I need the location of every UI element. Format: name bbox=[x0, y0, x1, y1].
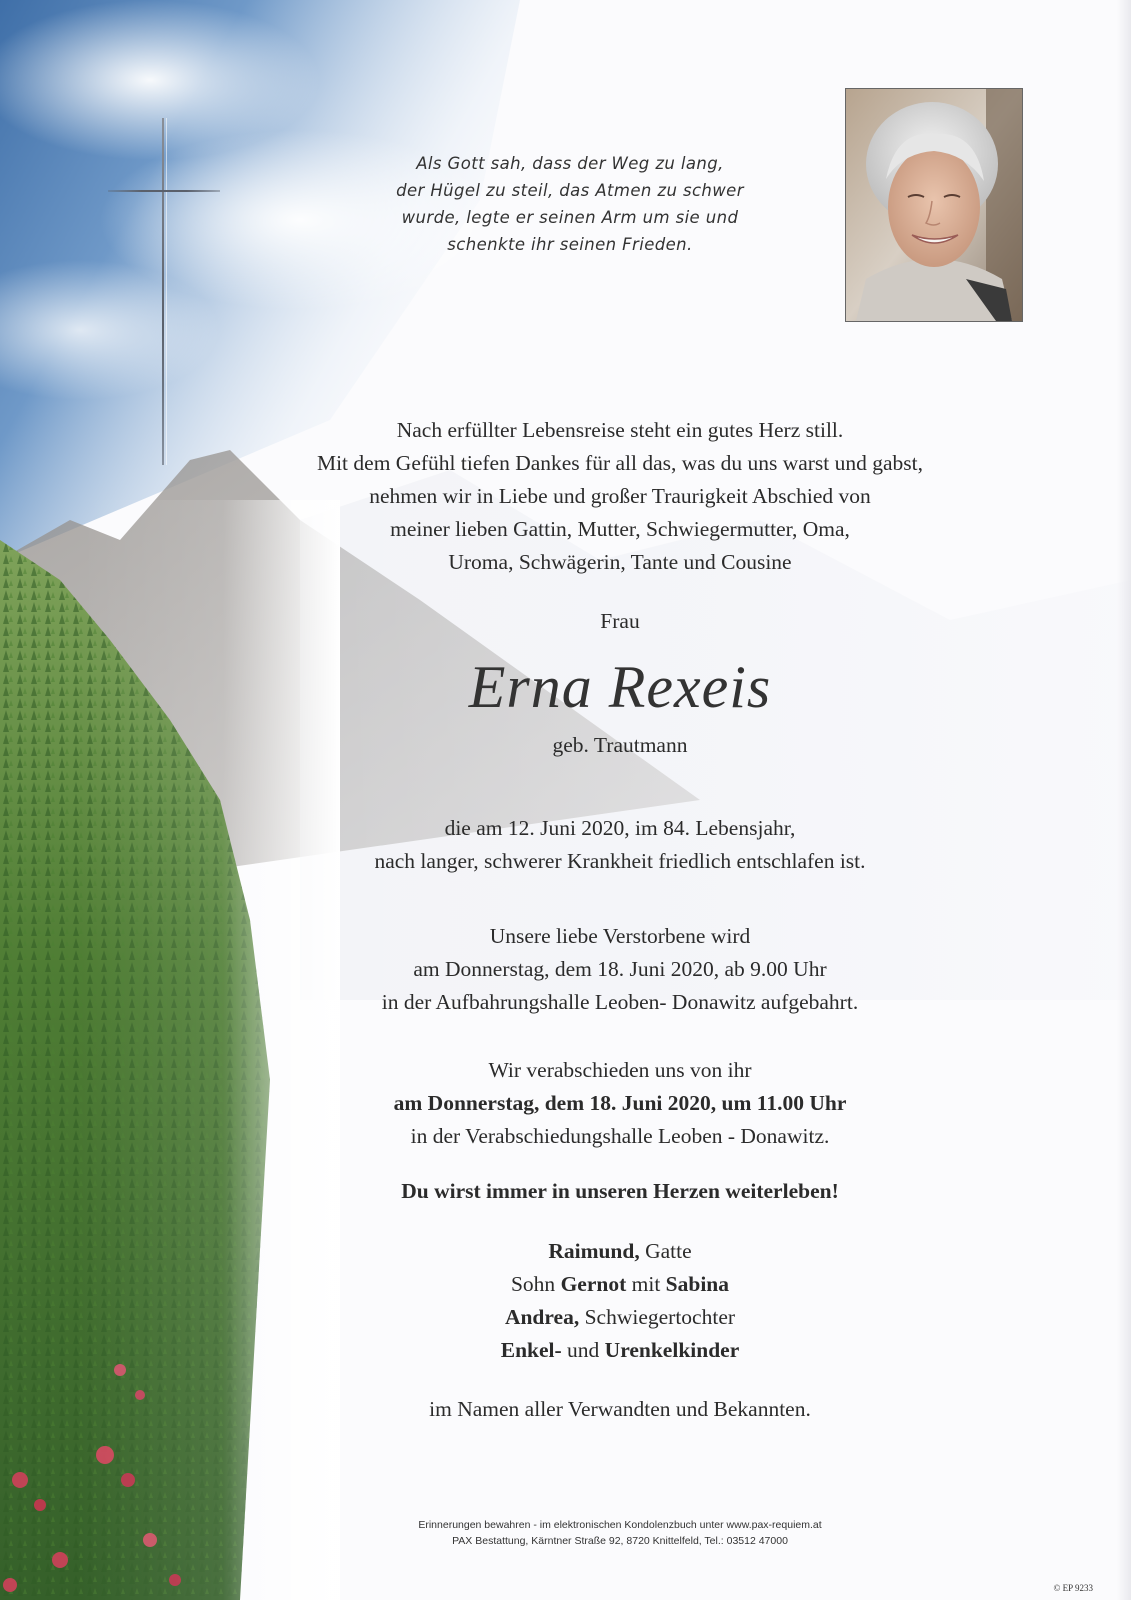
viewing-line: am Donnerstag, dem 18. Juni 2020, ab 9.00 Uhr bbox=[413, 957, 827, 981]
intro-line: meiner lieben Gattin, Mutter, Schwiegermutter, Oma, bbox=[390, 517, 850, 541]
cross-vertical-bar bbox=[162, 118, 164, 465]
mourner-name: Andrea, bbox=[504, 1305, 580, 1329]
mourner-row bbox=[150, 1268, 1090, 1301]
farewell-date bbox=[150, 1087, 1090, 1120]
motto bbox=[150, 1175, 1090, 1208]
death-line: nach langer, schwerer Krankheit friedlich entschlafen ist. bbox=[374, 849, 866, 873]
footer-line: Erinnerungen bewahren - im elektronischen Kondolenzbuch unter www.pax-requiem.at bbox=[418, 1519, 822, 1531]
intro-line: Mit dem Gefühl tiefen Dankes für all das, was du uns warst und gabst, bbox=[316, 451, 924, 475]
death-notice bbox=[150, 812, 1090, 878]
viewing-line: in der Aufbahrungshalle Leoben- Donawitz aufgebahrt. bbox=[381, 990, 859, 1014]
farewell-line: Wir verabschieden uns von ihr bbox=[488, 1058, 752, 1082]
mourner-relation: Sohn bbox=[510, 1272, 561, 1296]
mourner-relation: Gatte bbox=[639, 1239, 692, 1263]
poem-line: Als Gott sah, dass der Weg zu lang, bbox=[416, 154, 724, 173]
mourner-name: Enkel- bbox=[500, 1338, 562, 1362]
footer bbox=[150, 1517, 1090, 1549]
intro-line: Uroma, Schwägerin, Tante und Cousine bbox=[448, 550, 792, 574]
poem bbox=[340, 150, 800, 258]
birth-name: geb. Trautmann bbox=[552, 733, 688, 757]
poem-line: wurde, legte er seinen Arm um sie und bbox=[401, 208, 739, 227]
closing-line: im Namen aller Verwandten und Bekannten. bbox=[429, 1397, 811, 1421]
poem-line: schenkte ihr seinen Frieden. bbox=[447, 235, 693, 254]
cross-horizontal-bar bbox=[108, 190, 220, 192]
footer-line: PAX Bestattung, Kärntner Straße 92, 8720 Knittelfeld, Tel.: 03512 47000 bbox=[452, 1535, 788, 1547]
portrait-photo bbox=[845, 88, 1023, 322]
death-line: die am 12. Juni 2020, im 84. Lebensjahr, bbox=[444, 816, 796, 840]
page-edge-shadow bbox=[1117, 0, 1131, 1600]
salutation: Frau bbox=[600, 609, 640, 633]
motto-text: Du wirst immer in unseren Herzen weiterleben! bbox=[401, 1179, 839, 1203]
intro-line: nehmen wir in Liebe und großer Traurigkeit Abschied von bbox=[369, 484, 871, 508]
mourner-name: Raimund, bbox=[548, 1239, 640, 1263]
farewell-date-bold: am Donnerstag, dem 18. Juni 2020, um 11.00 Uhr bbox=[393, 1091, 847, 1115]
viewing-line: Unsere liebe Verstorbene wird bbox=[489, 924, 751, 948]
mourner-row bbox=[150, 1301, 1090, 1334]
mourner-name: Urenkelkinder bbox=[604, 1338, 740, 1362]
poem-line: der Hügel zu steil, das Atmen zu schwer bbox=[396, 181, 744, 200]
mourner-row bbox=[150, 1334, 1090, 1367]
farewell-line: in der Verabschiedungshalle Leoben - Donawitz. bbox=[410, 1124, 830, 1148]
print-code: © EP 9233 bbox=[1053, 1583, 1093, 1593]
mourners-list bbox=[150, 1235, 1090, 1367]
mourner-connector: mit bbox=[626, 1272, 666, 1296]
deceased-name: Erna Rexeis bbox=[468, 654, 772, 720]
mourner-connector: und bbox=[561, 1338, 605, 1362]
mourner-row bbox=[150, 1235, 1090, 1268]
mourner-name: Gernot bbox=[560, 1272, 627, 1296]
farewell-info bbox=[150, 1054, 1090, 1153]
mourner-name: Sabina bbox=[665, 1272, 730, 1296]
intro-text bbox=[150, 414, 1090, 579]
viewing-info bbox=[150, 920, 1090, 1019]
intro-line: Nach erfüllter Lebensreise steht ein gutes Herz still. bbox=[396, 418, 844, 442]
cross-vertical-highlight bbox=[166, 118, 167, 465]
mourner-relation: Schwiegertochter bbox=[579, 1305, 736, 1329]
